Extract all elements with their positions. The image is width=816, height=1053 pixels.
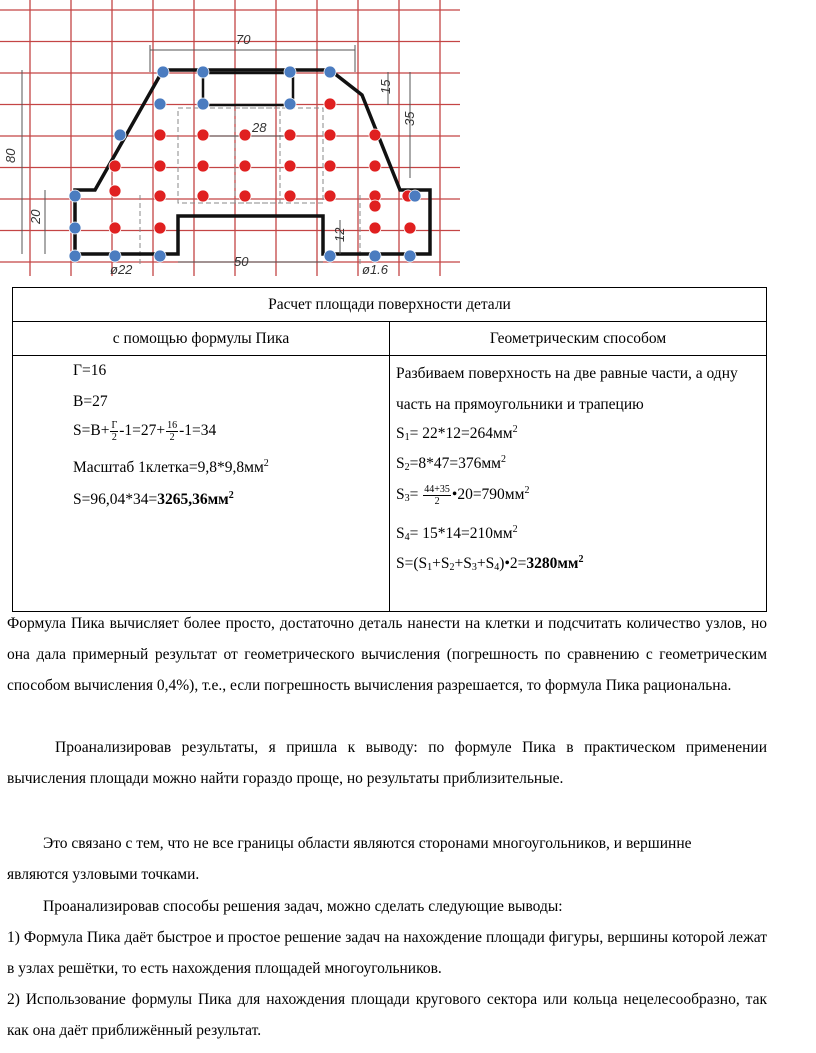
frac2-num: 16 (167, 420, 178, 431)
interior-node (369, 200, 381, 212)
pick-result-prefix: S=96,04*34= (73, 491, 158, 508)
boundary-node (409, 190, 421, 202)
geometric-cell (390, 356, 767, 612)
interior-node (324, 98, 336, 110)
interior-node (154, 222, 166, 234)
dim-diam-right: ø1.6 (362, 262, 389, 276)
interior-node (284, 160, 296, 172)
boundary-node (154, 98, 166, 110)
interior-node (324, 129, 336, 141)
paragraph-4: Проанализировав способы решения задач, можно сделать следующие выводы: (43, 898, 563, 915)
pick-formula (73, 420, 216, 443)
frac1-num: Г (111, 420, 118, 431)
interior-node (109, 160, 121, 172)
pick-boundary-count: Г=16 (73, 362, 107, 379)
frac2-den: 2 (169, 432, 175, 443)
calculation-table (12, 287, 767, 612)
pick-formula-mid: -1=27+ (119, 422, 166, 440)
table-title: Расчет площади поверхности детали (13, 288, 767, 322)
pick-formula-end: -1=34 (179, 422, 217, 440)
dim-height-left: 80 (3, 148, 18, 163)
column-header-geometric: Геометрическим способом (390, 322, 767, 356)
pick-result-value: 3265,36мм (157, 491, 229, 508)
interior-node (284, 190, 296, 202)
paragraph-reason (7, 828, 767, 890)
geom-s2: $S_2=8*47=376мм^2$ (396, 454, 506, 473)
boundary-node (69, 250, 81, 262)
pick-scale-text: Масштаб 1клетка=9,8*9,8мм (73, 459, 264, 476)
geom-s4: $S_4= 15*14=210мм^2$ (396, 524, 518, 543)
interior-node (154, 160, 166, 172)
dim-height-bottom-right: 12 (332, 227, 347, 242)
dim-height-left-small: 20 (28, 209, 43, 224)
pick-fraction-1 (110, 420, 118, 443)
dim-height-right-top: 15 (378, 79, 393, 94)
boundary-node (114, 129, 126, 141)
pick-grid-figure (0, 0, 460, 276)
geom-s3-fraction: $\frac{44+35}{2}$ (424, 484, 450, 507)
pick-cell (13, 356, 390, 612)
boundary-node (69, 190, 81, 202)
pick-scale (73, 458, 269, 477)
interior-node (154, 129, 166, 141)
boundary-node (284, 66, 296, 78)
boundary-node (157, 66, 169, 78)
grid-nodes (69, 66, 421, 262)
boundary-node (369, 250, 381, 262)
interior-node (369, 160, 381, 172)
dim-diam-left: ø22 (110, 262, 133, 276)
pick-result (73, 490, 234, 509)
dim-inner-width: 28 (252, 120, 267, 135)
paragraph-2: Проанализировав результаты, я пришла к выводу: по формуле Пика в практическом применении вычисления площади можно найти гораздо проще, но результаты приблизительные. (7, 739, 767, 787)
pick-result-sup: 2 (228, 490, 234, 501)
geom-total: $S=(S_1+S_2+S_3+S_4)•2=3280мм^2$ (396, 554, 584, 573)
interior-node (154, 190, 166, 202)
interior-node (197, 160, 209, 172)
conclusion-item-1: 1) Формула Пика даёт быстрое и простое решение задач на нахождение площади фигуры, вершины которой лежат в узлах решётки, то есть нахождения площадей многоугольников. (7, 929, 767, 977)
boundary-node (404, 250, 416, 262)
paragraph-pick-conclusion (7, 608, 767, 701)
boundary-node (109, 250, 121, 262)
dim-bottom-width: 50 (234, 254, 249, 269)
interior-node (324, 190, 336, 202)
boundary-node (284, 98, 296, 110)
interior-node (109, 185, 121, 197)
interior-node (239, 160, 251, 172)
conclusion-item-2: 2) Использование формулы Пика для нахождения площади кругового сектора или кольца нецелесообразно, так как она даёт приближённый результат. (7, 991, 767, 1039)
boundary-node (324, 66, 336, 78)
interior-node (239, 129, 251, 141)
interior-node (197, 190, 209, 202)
interior-node (369, 129, 381, 141)
dim-total-width: 70 (236, 32, 251, 47)
pick-fraction-2 (166, 420, 178, 443)
interior-node (239, 190, 251, 202)
boundary-node (154, 250, 166, 262)
pick-scale-sup: 2 (263, 458, 269, 469)
interior-node (109, 222, 121, 234)
frac1-den: 2 (111, 432, 117, 443)
interior-node (404, 222, 416, 234)
boundary-node (197, 98, 209, 110)
geom-s1: $S_1= 22*12=264мм^2$ (396, 424, 518, 443)
boundary-node (69, 222, 81, 234)
paragraph-analysis (7, 732, 767, 794)
interior-node (284, 129, 296, 141)
pick-interior-count: В=27 (73, 393, 108, 410)
interior-node (369, 222, 381, 234)
interior-node (197, 129, 209, 141)
paragraph-conclusions (7, 891, 767, 1046)
boundary-node (197, 66, 209, 78)
paragraph-1: Формула Пика вычисляет более просто, достаточно деталь нанести на клетки и подсчитать количество узлов, но она дала примерный результат от геометрического вычисления (погрешность по сравнению с геометрическим способом вычисления 0,4%), т.е., если погрешность вычисления разрешается, то формула Пика рациональна. (7, 615, 767, 694)
pick-formula-prefix: S=В+ (73, 422, 110, 440)
column-header-pick: с помощью формулы Пика (13, 322, 390, 356)
geom-s3: $S_3=$ $\frac{44+35}{2}$ $•20=790мм^2$ (396, 484, 530, 507)
grid-lines (0, 0, 460, 276)
dim-height-right: 35 (402, 111, 417, 126)
geom-intro: Разбиваем поверхность на две равные части, а одну часть на прямоугольники и трапецию (396, 365, 738, 413)
boundary-node (324, 250, 336, 262)
interior-node (324, 160, 336, 172)
paragraph-3: Это связано с тем, что не все границы области являются сторонами многоугольников, и вершинне являются узловыми точками. (7, 835, 692, 883)
